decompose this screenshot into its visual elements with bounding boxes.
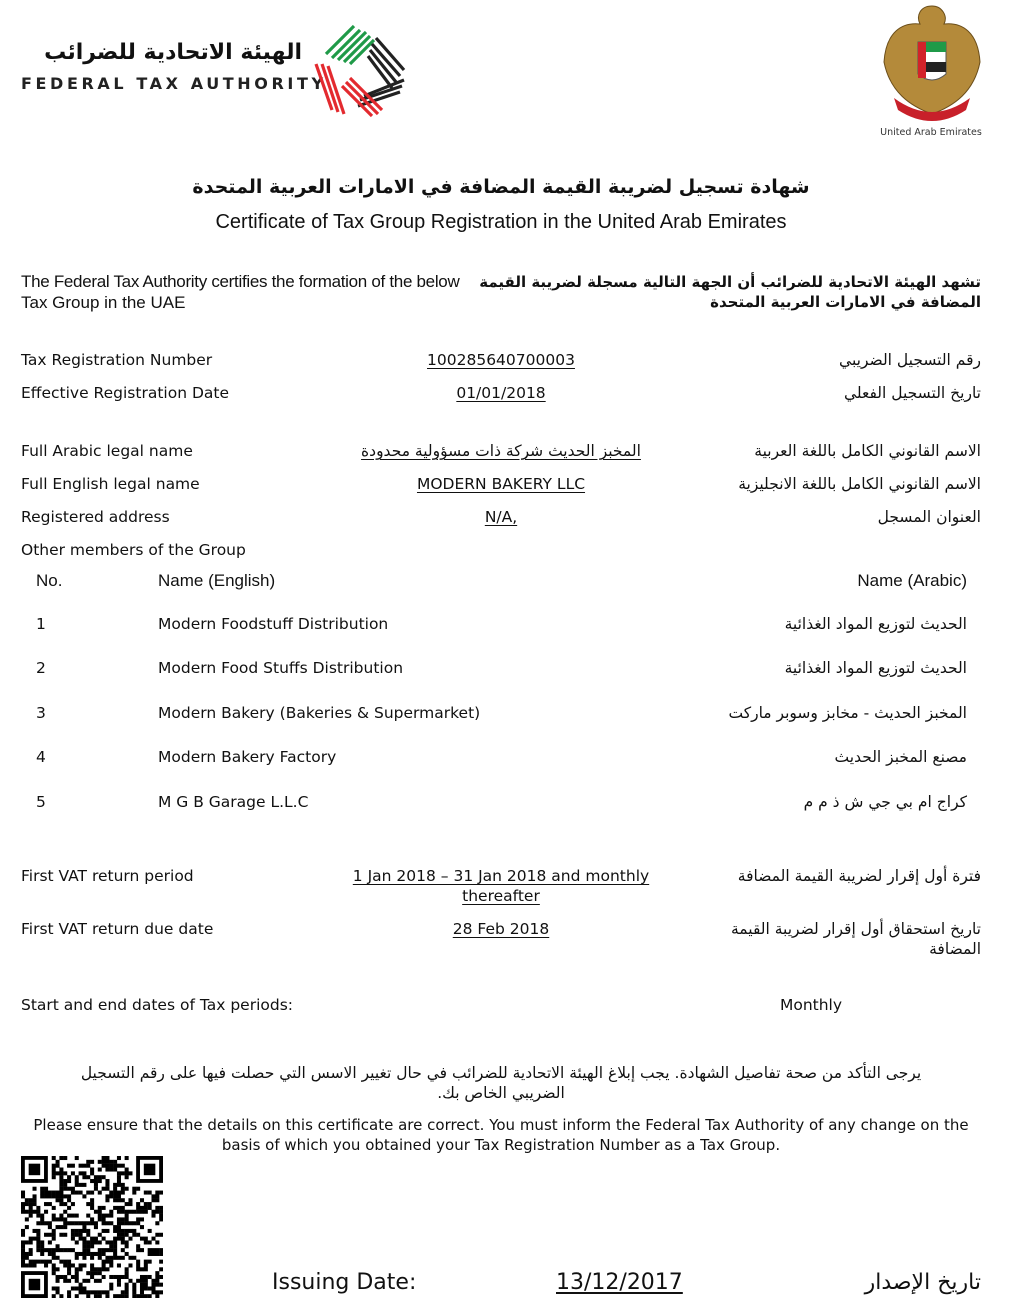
title-english: Certificate of Tax Group Registration in the United Arab Emirates xyxy=(215,211,787,233)
address-label-arabic: العنوان المسجل xyxy=(877,508,981,526)
member-name-english: M G B Garage L.L.C xyxy=(158,793,309,811)
member-no: 1 xyxy=(36,615,46,633)
notice-arabic-line2: الضريبي الخاص بك. xyxy=(437,1084,565,1102)
fta-logo-arabic: الهيئة الاتحادية للضرائب xyxy=(44,40,302,65)
first-due-label: First VAT return due date xyxy=(21,920,214,938)
address-label: Registered address xyxy=(21,508,170,526)
member-name-arabic: الحديث لتوزيع المواد الغذائية xyxy=(784,659,967,677)
trn-label: Tax Registration Number xyxy=(21,351,213,369)
effective-date-label-arabic: تاريخ التسجيل الفعلي xyxy=(843,384,981,402)
notice-english-line2: basis of which you obtained your Tax Registration Number as a Tax Group. xyxy=(221,1136,781,1154)
arabic-name-value: المخبز الحديث شركة ذات مسؤولية محدودة xyxy=(361,442,641,460)
qr-code-icon[interactable] xyxy=(21,1156,163,1298)
uae-emblem-icon xyxy=(880,2,984,126)
fta-logo-english: FEDERAL TAX AUTHORITY xyxy=(21,74,327,93)
first-due-label-arabic-line1: تاريخ استحقاق أول إقرار لضريبة القيمة xyxy=(731,920,981,938)
fta-logo-icon xyxy=(312,20,410,118)
member-no: 4 xyxy=(36,748,46,766)
uae-emblem-caption: United Arab Emirates xyxy=(880,127,982,138)
notice-english-line1: Please ensure that the details on this certificate are correct. You must inform the Federal Tax Authority of any change on the xyxy=(33,1116,969,1134)
issuing-date-label: Issuing Date: xyxy=(272,1270,417,1295)
trn-value: 100285640700003 xyxy=(427,351,575,369)
member-name-arabic: كراج ام بي جي ش ذ م م xyxy=(803,793,967,811)
member-name-english: Modern Food Stuffs Distribution xyxy=(158,659,404,677)
first-due-label-arabic-line2: المضافة xyxy=(929,940,981,958)
tax-periods-value: Monthly xyxy=(779,996,843,1014)
member-no: 2 xyxy=(36,659,46,677)
first-period-label: First VAT return period xyxy=(21,867,194,885)
intro-arabic-line1: تشهد الهيئة الاتحادية للضرائب أن الجهة التالية مسجلة لضريبة القيمة xyxy=(479,273,981,291)
arabic-name-label: Full Arabic legal name xyxy=(21,442,193,460)
issuing-date-value: 13/12/2017 xyxy=(556,1270,683,1295)
members-col-no: No. xyxy=(36,571,63,590)
member-name-arabic: مصنع المخبز الحديث xyxy=(834,748,967,766)
first-period-label-arabic: فترة أول إقرار لضريبة القيمة المضافة xyxy=(737,867,981,885)
member-no: 3 xyxy=(36,704,46,722)
effective-date-value: 01/01/2018 xyxy=(456,384,546,402)
effective-date-label: Effective Registration Date xyxy=(21,384,229,402)
member-name-english: Modern Foodstuff Distribution xyxy=(158,615,389,633)
intro-english-line1: The Federal Tax Authority certifies the formation of the below xyxy=(21,272,460,291)
arabic-name-label-arabic: الاسم القانوني الكامل باللغة العربية xyxy=(754,442,981,460)
first-due-value: 28 Feb 2018 xyxy=(452,920,550,938)
english-name-label: Full English legal name xyxy=(21,475,200,493)
english-name-value: MODERN BAKERY LLC xyxy=(416,475,586,493)
member-name-arabic: الحديث لتوزيع المواد الغذائية xyxy=(784,615,967,633)
first-period-value-line1: 1 Jan 2018 – 31 Jan 2018 and monthly xyxy=(352,867,650,885)
member-no: 5 xyxy=(36,793,46,811)
members-col-arabic: Name (Arabic) xyxy=(857,571,967,590)
member-name-english: Modern Bakery (Bakeries & Supermarket) xyxy=(158,704,481,722)
intro-arabic-line2: المضافة في الامارات العربية المتحدة xyxy=(710,293,981,311)
member-name-english: Modern Bakery Factory xyxy=(158,748,337,766)
trn-label-arabic: رقم التسجيل الضريبي xyxy=(839,351,981,369)
tax-periods-label: Start and end dates of Tax periods: xyxy=(21,996,293,1014)
english-name-label-arabic: الاسم القانوني الكامل باللغة الانجليزية xyxy=(738,475,981,493)
members-col-english: Name (English) xyxy=(158,571,276,590)
address-value: N/A, xyxy=(484,508,518,526)
issuing-date-label-arabic: تاريخ الإصدار xyxy=(864,1270,981,1295)
member-name-arabic: المخبز الحديث - مخابز وسوبر ماركت xyxy=(728,704,967,722)
title-arabic: شهادة تسجيل لضريبة القيمة المضافة في الامارات العربية المتحدة xyxy=(192,176,810,198)
members-heading: Other members of the Group xyxy=(21,541,246,559)
first-period-value-line2: thereafter xyxy=(462,887,540,905)
intro-english-line2: Tax Group in the UAE xyxy=(21,293,186,312)
notice-arabic-line1: يرجى التأكد من صحة تفاصيل الشهادة. يجب إبلاغ الهيئة الاتحادية للضرائب في حال تغيير الاسس التي حصلت فيها على رقم التسجيل xyxy=(80,1064,922,1082)
